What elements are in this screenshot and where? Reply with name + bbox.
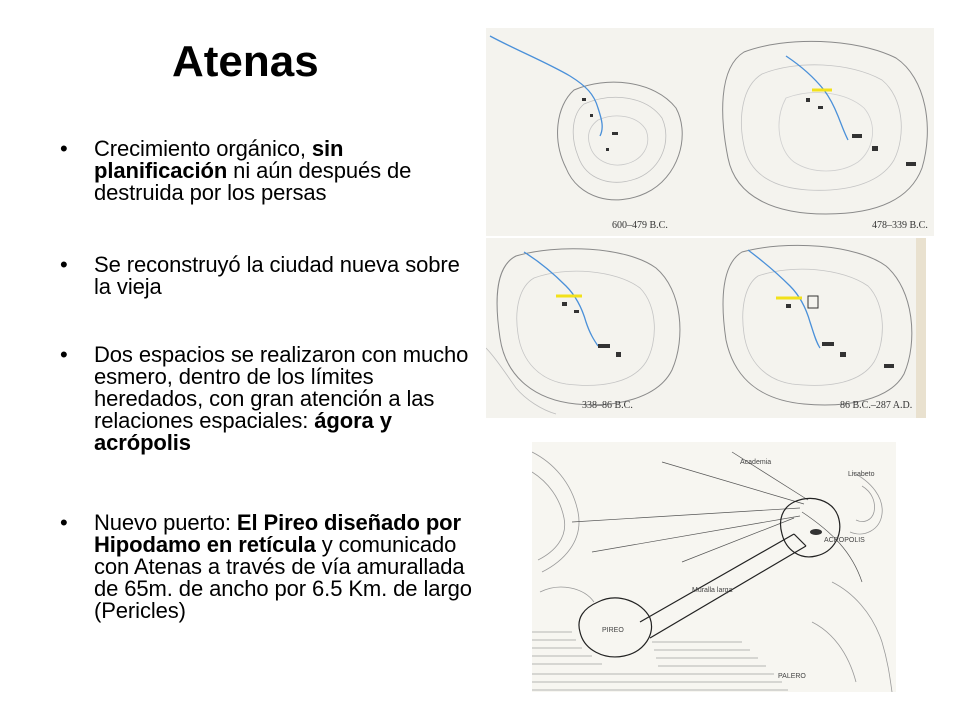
bullet-text-bold: ágora y acrópolis	[94, 408, 392, 455]
label-academia: Academia	[740, 459, 772, 466]
bullet-text	[94, 138, 474, 204]
athens-maps-top	[486, 28, 934, 236]
bullet-text-part: ni aún después de destruida por los persas	[94, 158, 412, 205]
bullet-text-part: Crecimiento orgánico,	[94, 136, 312, 161]
slide-title: Atenas	[172, 37, 319, 86]
bullet-dot: •	[60, 252, 68, 277]
map-caption-2: 478–339 B.C.	[872, 220, 928, 231]
label-acropolis: ACROPOLIS	[824, 537, 865, 544]
athens-maps-middle	[486, 238, 926, 418]
map-338-86	[486, 249, 680, 414]
label-pireo: PIREO	[602, 627, 624, 634]
label-palero: PALERO	[778, 673, 806, 680]
bullet-text-part: Nuevo puerto:	[94, 510, 237, 535]
bullet-text-bold: El Pireo diseñado por Hipodamo en retícula	[94, 510, 461, 557]
map-86bc-287ad	[723, 245, 912, 411]
bullet-text	[94, 254, 474, 298]
piraeus-map	[532, 442, 896, 692]
map-caption-4: 86 B.C.–287 A.D.	[840, 400, 913, 411]
bullet-text	[94, 512, 474, 622]
map-caption-1: 600–479 B.C.	[612, 220, 668, 231]
map-478-339	[723, 41, 928, 231]
athens-city-wall	[781, 498, 840, 556]
long-walls	[640, 534, 806, 638]
bullet-text-part: Dos espacios se realizaron con mucho esmero, dentro de los límites heredados, con gran atención a las relaciones espaciales:	[94, 342, 469, 433]
sea-hatching	[532, 632, 788, 690]
bullet-text	[94, 344, 474, 454]
acropolis-mark	[810, 529, 822, 535]
label-licabeto: Licabeto	[848, 471, 875, 478]
map-caption-3: 338–86 B.C.	[582, 400, 633, 411]
bullet-dot: •	[60, 136, 68, 161]
bullet-text-part: Se reconstruyó la ciudad nueva sobre la vieja	[94, 252, 460, 299]
bullet-text-bold: sin planificación	[94, 136, 344, 183]
label-muralla-larga: Muralla larga	[692, 587, 733, 594]
bullet-dot: •	[60, 510, 68, 535]
bullet-text-part: y comunicado con Atenas a través de vía amurallada de 65m. de ancho por 6.5 Km. de largo (Pericles)	[94, 532, 472, 623]
bullet-dot: •	[60, 342, 68, 367]
roads	[572, 452, 862, 582]
map-600-479	[490, 36, 682, 231]
